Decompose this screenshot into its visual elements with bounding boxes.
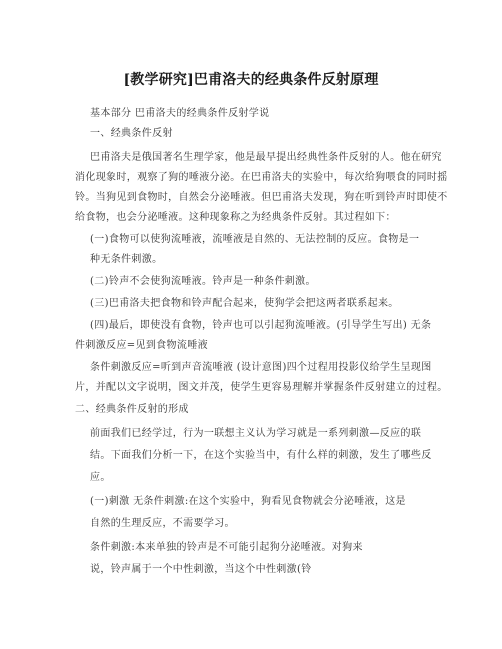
list-item: (四)最后，即使没有食物，铃声也可以引起狗流唾液。(引导学生写出) 无条 (90, 320, 432, 331)
paragraph-line: 条件刺激反应=听到声音流唾液 (设计意图)四个过程用投影仪给学生呈现图 (90, 362, 432, 373)
paragraph-line: 基本部分 巴甫洛夫的经典条件反射学说 (90, 108, 270, 119)
paragraph-line: 片，并配以文字说明，图文并茂，使学生更容易理解并掌握条件反射建立的过程。 (75, 382, 448, 393)
section-heading: 一、经典条件反射 (90, 128, 173, 139)
paragraph-line: 种无条件刺激。 (90, 254, 163, 265)
paragraph-line: 给食物，也会分泌唾液。这种现象称之为经典条件反射。其过程如下： (75, 212, 396, 223)
paragraph-line: 巴甫洛夫是俄国著名生理学家，他是最早提出经典性条件反射的人。他在研究 (90, 152, 442, 163)
list-item: (一)食物可以使狗流唾液，流唾液是自然的、无法控制的反应。食物是一 (90, 234, 420, 245)
paragraph-line: 自然的生理反应，不需要学习。 (90, 518, 235, 529)
section-heading: 二、经典条件反射的形成 (75, 404, 189, 415)
paragraph-line: 应。 (90, 472, 111, 483)
paragraph-line: 前面我们已经学过，行为一联想主义认为学习就是一系列刺激—反应的联 (90, 428, 422, 439)
paragraph-line: 铃。当狗见到食物时，自然会分泌唾液。但巴甫洛夫发现，狗在听到铃声时即使不 (75, 192, 448, 203)
list-item: (二)铃声不会使狗流唾液。铃声是一种条件刺激。 (90, 276, 316, 287)
paragraph-line: 件刺激反应=见到食物流唾液 (75, 340, 208, 351)
document-title: [教学研究]巴甫洛夫的经典条件反射原理 (123, 72, 379, 88)
list-item: (一)刺激 无条件刺激:在这个实验中，狗看见食物就会分泌唾液，这是 (90, 496, 406, 507)
paragraph-line: 消化现象时，观察了狗的唾液分泌。在巴甫洛夫的实验中，每次给狗喂食的同时摇 (75, 172, 448, 183)
paragraph-line: 说，铃声属于一个中性刺激，当这个中性刺激(铃 (90, 564, 312, 575)
paragraph-line: 条件刺激:本来单独的铃声是不可能引起狗分泌唾液。对狗来 (90, 542, 363, 553)
paragraph-line: 结。下面我们分析一下，在这个实验当中，有什么样的刺激，发生了哪些反 (90, 450, 432, 461)
list-item: (三)巴甫洛夫把食物和铃声配合起来，使狗学会把这两者联系起来。 (90, 298, 399, 309)
